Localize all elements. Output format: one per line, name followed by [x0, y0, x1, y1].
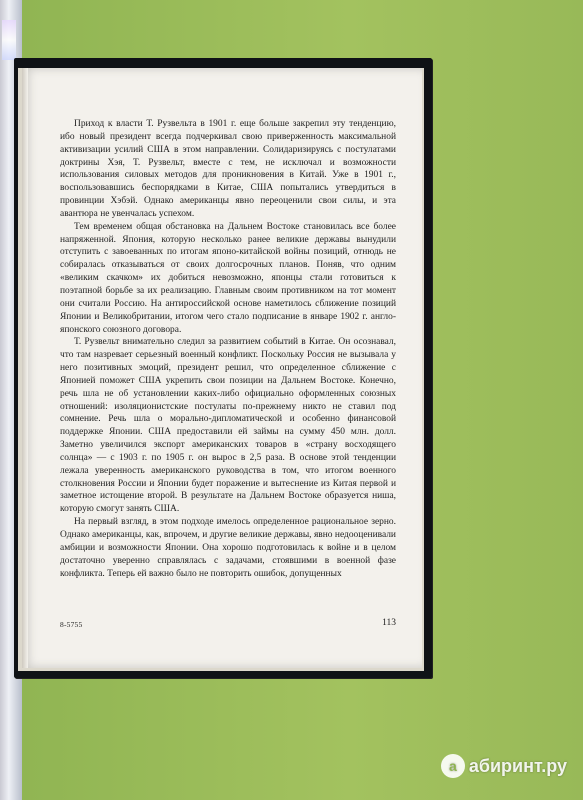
watermark-text: абиринт.ру — [468, 755, 567, 776]
watermark — [441, 754, 567, 778]
paragraph-1: Приход к власти Т. Рузвельта в 1901 г. еще больше закрепил эту тенденцию, ибо новый президент всегда подчеркивал свою приверженность максимальной активизации усилий США в этом направлении. Солидаризируясь с постулатами доктрины Хэя, Т. Рузвельт, вместе с тем, не исключал и возможности использования силовых методов для проникновения в Китай. Уже в 1901 г., воспользовавшись беспорядками в Китае, США попытались утвердиться в провинции Хэбэй. Однако американцы явно переоценили свои силы, и эта авантюра не увенчалась успехом. — [60, 119, 396, 219]
page-footer — [60, 618, 396, 632]
labirint-logo-icon: а — [441, 754, 465, 778]
paragraph-4: На первый взгляд, в этом подходе имелось определенное рациональное зерно. Однако американцы, как, впрочем, и другие великие державы, явно недооценивали амбиции и возможности Японии. Она хорошо подготовилась к войне и в целом достаточно уверенно справлялась с задачами, стоявшими в военной фазе конфликта. Теперь ей важно было не повторить ошибок, допущенных — [60, 517, 396, 579]
book-page — [22, 68, 422, 668]
body-text — [60, 118, 396, 580]
paragraph-2: Тем временем общая обстановка на Дальнем Востоке становилась все более напряженной. Япония, которую несколько ранее великие державы вынудили отступить с завоеванных по итогам японо-китайской войны позиций, отнюдь не собиралась отказываться от своих долгосрочных планов. Поняв, что одним «великим скачком» их добиться невозможно, японцы стали готовиться к поэтапной борьбе за их реализацию. Главным своим противником на тот момент они считали Россию. На антироссийской основе наметилось сближение позиций Японии и Великобритании, итогом чего стало подписание в январе 1902 г. англо-японского союзного договора. — [60, 221, 396, 335]
page-number: 113 — [382, 618, 396, 628]
printer-signature: 8-5755 — [60, 620, 83, 629]
page-gutter-shadow — [22, 68, 28, 668]
scanner-glare — [2, 20, 16, 60]
paragraph-3: Т. Рузвельт внимательно следил за развитием событий в Китае. Он осознавал, что там назревает серьезный военный конфликт. Поскольку Россия не вызывала у него позитивных эмоций, президент решил, что определенное сближение с Японией поможет США укрепить свои позиции на Дальнем Востоке. Конечно, речь шла не об установлении каких-либо официально оформленных союзных отношений: изоляционистские постулаты по-прежнему никто не ставил под сомнение. Речь шла о морально-дипломатической и особенно финансовой поддержке Японии. США предоставили ей займы на сумму 450 млн. долл. Заметно увеличился экспорт американских товаров в «страну восходящего солнца» — с 1903 г. по 1905 г. он вырос в 2,5 раза. В основе этой тенденции лежала уверенность американского руководства в том, что итогом военного столкновения России и Японии будет поражение и вытеснение из Китая первой и заметное истощение второй. В результате на Дальнем Востоке образуется ниша, которую смогут занять США. — [60, 337, 396, 515]
